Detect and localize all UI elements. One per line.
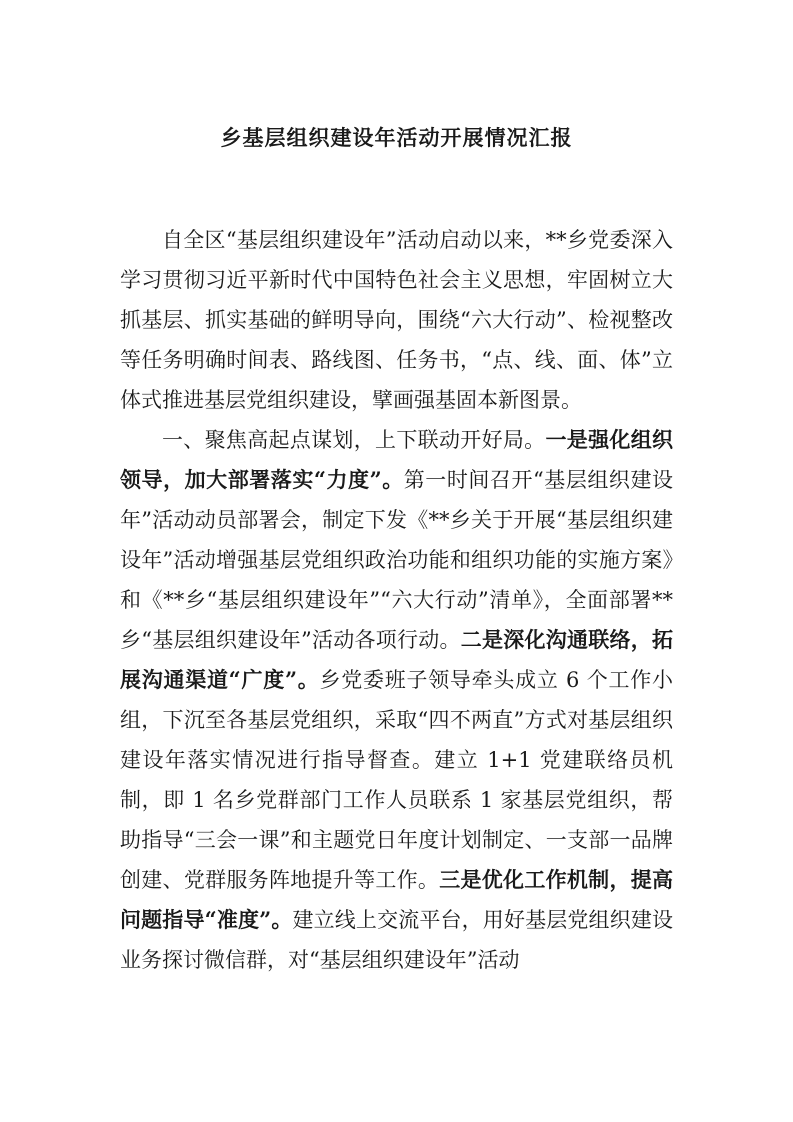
point-1-text: 第一时间召开“基层组织建设年”活动动员部署会，制定下发《**乡关于开展“基层组织建设年”活动增强基层党组织政治功能和组织功能的实施方案》和《**乡“基层组织建设年”“六大行动”清单》，全面部署**乡“基层组织建设年”活动各项行动。 bbox=[120, 468, 673, 652]
point-1-heading: 一是强化组织领导，加大部署落实“力度”。 bbox=[120, 427, 674, 492]
section-1-heading: 一、聚焦高起点谋划，上下联动开好局。 bbox=[162, 428, 546, 452]
point-2-heading: 二是深化沟通联络，拓展沟通渠道“广度”。 bbox=[120, 627, 673, 692]
point-2-text: 乡党委班子领导牵头成立 6 个工作小组，下沉至各基层党组织，采取“四不两直”方式对基层组织建设年落实情况进行指导督查。建立 1+1 党建联络员机制，即 1 名乡党群部门工作人员联系 1 家基层党组织，帮助指导“三会一课”和主题党日年度计划制定、一支部一品牌创建、党群服务阵地提升等工作。 bbox=[120, 668, 673, 892]
point-3-heading: 三是优化工作机制，提高问题指导“准度”。 bbox=[120, 867, 674, 932]
section-1-paragraph bbox=[120, 420, 673, 980]
point-3-text: 建立线上交流平台，用好基层党组织建设业务探讨微信群，对“基层组织建设年”活动 bbox=[120, 908, 673, 972]
intro-paragraph: 自全区“基层组织建设年”活动启动以来，**乡党委深入学习贯彻习近平新时代中国特色社会主义思想，牢固树立大抓基层、抓实基础的鲜明导向，围绕“六大行动”、检视整改等任务明确时间表、路线图、任务书，“点、线、面、体”立体式推进基层党组织建设，擘画强基固本新图景。 bbox=[120, 228, 673, 412]
document-title: 乡基层组织建设年活动开展情况汇报 bbox=[220, 125, 573, 150]
